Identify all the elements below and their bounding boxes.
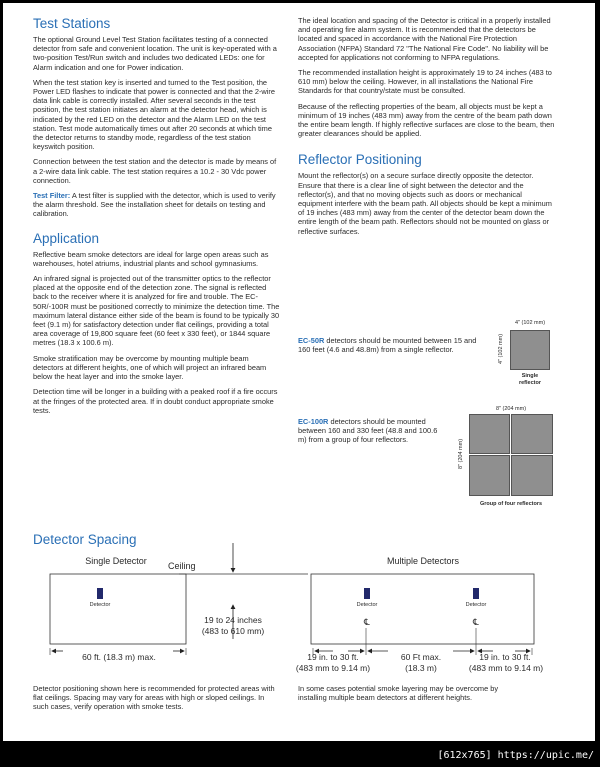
document-page: [3, 3, 595, 741]
application-p4: Detection time will be longer in a building with a peaked roof if a fire occurs at the fringes of the protected area. If in doubt conduct appropriate smoke tests.: [33, 387, 278, 415]
multi-left-distance-1: 19 in. to 30 ft.: [307, 652, 359, 662]
test-filter-label: Test Filter:: [33, 191, 71, 201]
single-detector: [97, 588, 103, 599]
location-p3: Because of the reflecting properties of the beam, all objects must be kept a minimum of 19 inches (483 mm) away from the centre of the beam path down the entire beam length. If highly reflective surfaces are close to the beam, then greater clearances should be applied.: [298, 101, 555, 139]
multiple-detector-label-left: Detector: [356, 602, 378, 608]
single-reflector-caption-1: Single: [521, 373, 539, 379]
spacing-caption-left: Detector positioning shown here is recommended for protected areas with flat ceilings. Spacing may vary for areas with high or sloped ceilings. In such cases, verify operation with smoke tests.: [33, 684, 275, 712]
reflector-heading: Reflector Positioning: [298, 152, 422, 168]
multiple-detectors-title: Multiple Detectors: [386, 556, 460, 566]
multi-right-distance-1: 19 in. to 30 ft.: [479, 652, 531, 662]
centerline-mark-left: ℄: [364, 618, 370, 628]
height-label-inches: 19 to 24 inches: [204, 615, 262, 625]
centerline-mark-right: ℄: [473, 618, 479, 628]
multi-mid-distance-1: 60 Ft max.: [400, 652, 442, 662]
multiple-detector-left: [364, 588, 370, 599]
single-detector-label: Detector: [89, 602, 111, 608]
test-stations-heading: Test Stations: [33, 16, 111, 31]
reflector-p1: Mount the reflector(s) on a secure surface directly opposite the detector. Ensure that there is a clear line of sight between the detector and the reflector(s), and that no moving objects such as doors or mechanical equipment interfere with the beam path. All objects should be kept a minimum of 19 inches (483 mm) away from the center of the detector beam down the entire length of the beam path. Reflectors should not be mounted on glass or reflective surfaces.: [298, 171, 552, 236]
spacing-caption-right: In some cases potential smoke layering may be overcome by installing multiple beam detectors at different heights.: [298, 684, 499, 703]
multi-right-distance-2: (483 mm to 9.14 m): [468, 663, 544, 673]
ec50-label: EC-50R: [298, 336, 325, 345]
multiple-room-outline: [311, 574, 534, 644]
application-p1: Reflective beam smoke detectors are ideal for large open areas such as warehouses, hotel atriums, industrial plants and school gymnasiums.: [33, 249, 269, 268]
single-room-outline: [50, 574, 186, 644]
location-p1: The ideal location and spacing of the Detector is critical in a properly installed and operating fire alarm system. It is recommended that the detectors be located and spaced in accordance with the National Fire Protection Association (NFPA) Standard 72 "The National Fire Code". No liability will be accepted for applications not conforming to NFPA regulations.: [298, 16, 551, 62]
detector-spacing-diagram: [3, 3, 595, 741]
multiple-detector-label-right: Detector: [465, 602, 487, 608]
multi-mid-distance-2: (18.3 m): [405, 663, 437, 673]
multiple-detector-right: [473, 588, 479, 599]
test-stations-p1: The optional Ground Level Test Station facilitates testing of a connected detector from safe and convenient location. The unit is key-operated with a two-position Test/Run switch and includes two dedicated LEDs: one for Alarm indication and one for Power indication.: [33, 35, 277, 72]
detector-spacing-heading: Detector Spacing: [33, 532, 137, 547]
ec100-text: detectors should be mounted between 160 and 330 feet (48.8 and 100.6 m) from a group of four reflectors.: [298, 417, 438, 445]
group-reflector-caption: Group of four reflectors: [479, 501, 543, 507]
single-detector-title: Single Detector: [85, 556, 147, 566]
height-label-mm: (483 to 610 mm): [201, 626, 265, 636]
test-stations-p3: Connection between the test station and the detector is made by means of a 2-wire data link cable. The test station requires a 10.2 - 30 Vdc power connection.: [33, 157, 277, 185]
application-heading: Application: [33, 230, 100, 246]
ec50-text: detectors should be mounted between 15 and 160 feet (4.6 and 48.8m) from a single reflector.: [298, 336, 477, 355]
single-reflector-width-label: 4" (102 mm): [514, 320, 546, 326]
single-width-label: 60 ft. (18.3 m) max.: [82, 652, 156, 662]
multi-left-distance-2: (483 mm to 9.14 m): [295, 663, 371, 673]
footer-url: [612x765] https://upic.me/: [437, 750, 594, 761]
group-reflector-height-label: 8" (204 mm): [458, 438, 464, 470]
application-p3: Smoke stratification may be overcome by mounting multiple beam detectors at different heights, one of which will project an infrared beam below the heat layer and into the smoke layer.: [33, 353, 267, 382]
ec100-label: EC-100R: [298, 417, 329, 426]
location-p2: The recommended installation height is approximately 19 to 24 inches (483 to 610 mm) below the ceiling. However, in all installations the National Fire Standards for that country/state must be consulted.: [298, 68, 552, 96]
single-reflector-caption-2: reflector: [518, 380, 541, 386]
test-filter-text: A test filter is supplied with the detector, which is used to verify the alarm threshold. See the installation sheet for details on testing and calibration.: [33, 191, 276, 219]
test-stations-p2: When the test station key is inserted and turned to the Test position, the Power LED flashes to indicate that power is connected and that the 2-wire data link cable is correctly installed. After several seconds in the test position, the test station initiates an alarm at the detector head, which is indicated by the red LED on the detector and the Alarm LED on the test station. Test mode automatically times out after 20 seconds at which time the detector returns to standby mode, regardless of the test station keyswitch position.: [33, 77, 275, 152]
ceiling-label: Ceiling: [168, 561, 196, 571]
single-reflector-height-label: 4" (102 mm): [498, 333, 504, 365]
group-reflector-width-label: 8" (204 mm): [495, 406, 527, 412]
application-p2: An infrared signal is projected out of the transmitter optics to the reflector placed at the opposite end of the detection zone. The signal is reflected back to the receiver where it is analyzed for fire and trouble. The EC-50R/-100R must be positioned correctly to minimize the detection time. The maximum lateral distance either side of the beam is found to be typically 30 feet (9.1 m) for satisfactory detection under flat ceilings, providing a total area coverage of 19,800 square feet (60 feet x 330 feet), or 1844 square metres (18.3 x 100.6 m).: [33, 274, 280, 348]
